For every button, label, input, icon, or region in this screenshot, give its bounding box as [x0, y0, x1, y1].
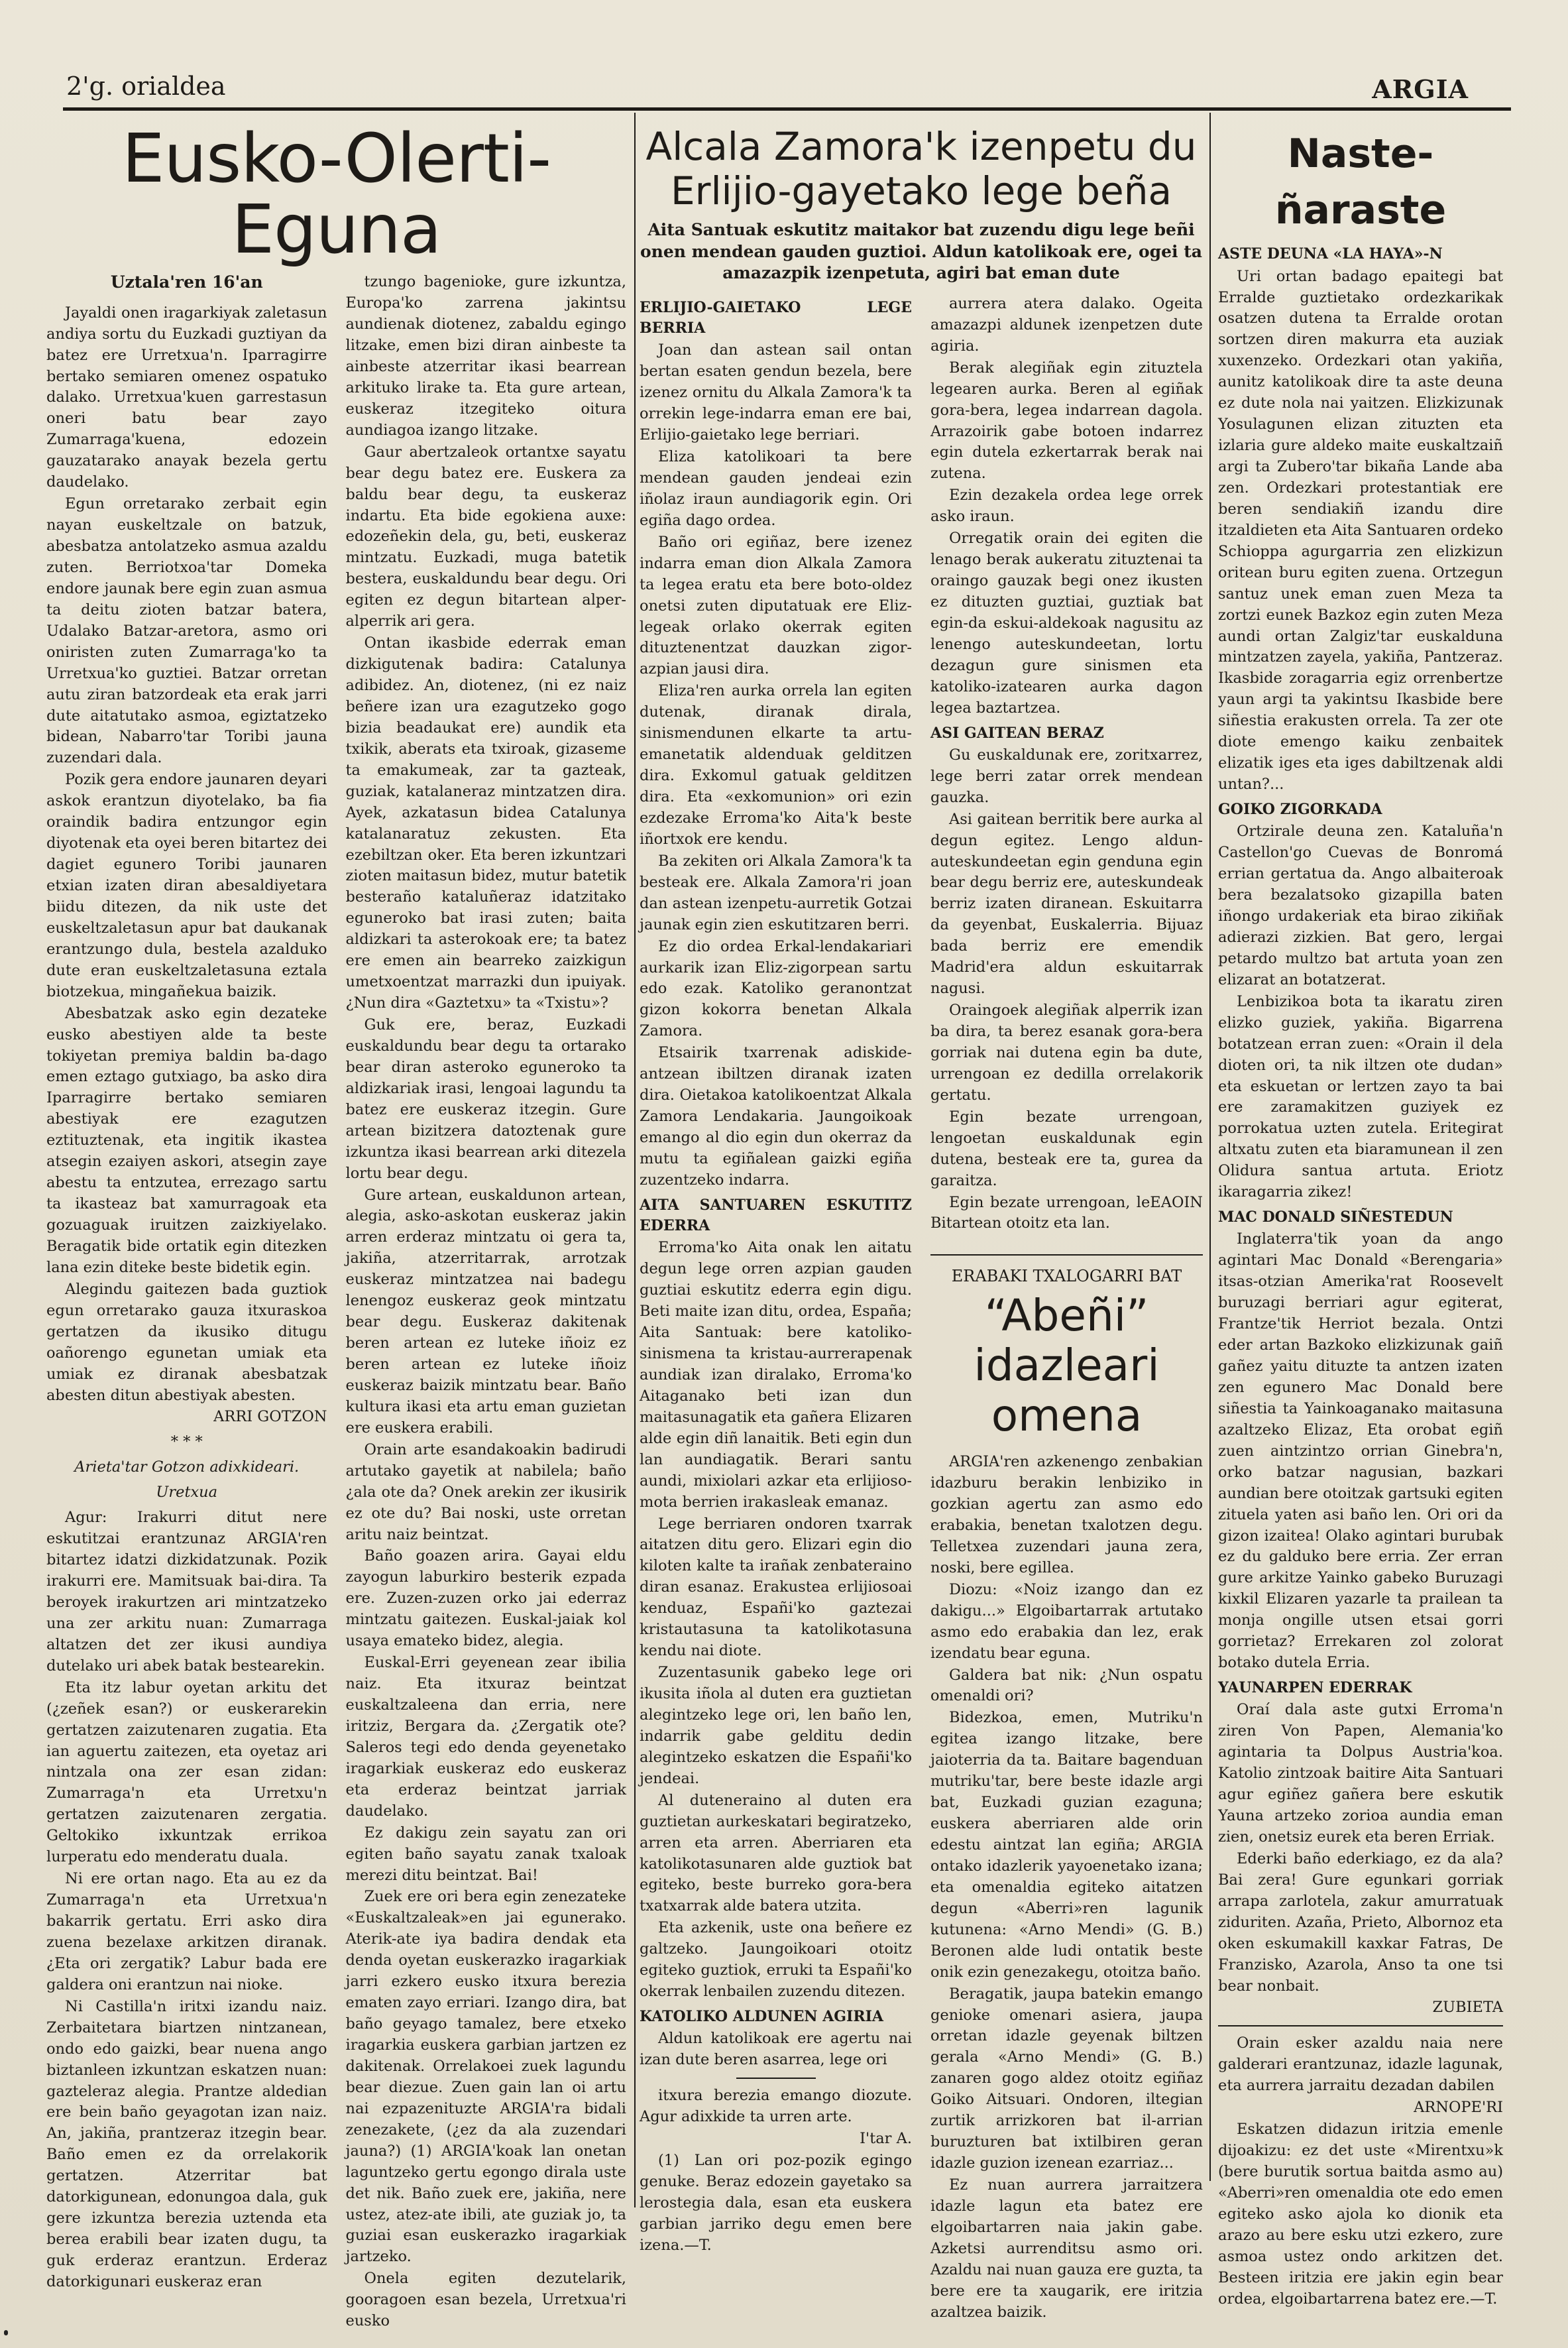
paragraph: Aldun katolikoak ere agertu nai izan dute beren asarrea, lege ori [640, 2030, 912, 2069]
signature: ARRI GOTZON [213, 1408, 327, 1426]
paragraph: Orain arte esandakoakin badirudi artutako gayetik at nabilela; baño ¿ala ote da? Onek arekin zer ikusirik ez ote du? Bai noski, uste orretan aritu naiz beintzat. [345, 1440, 626, 1543]
paragraph: Eta itz labur oyetan arkitu det (¿zeñek esan?) or euskerarekin gertatzen zaizutenaren zugatia. Eta ian aguertu zaitezen, eta oyetaz ari nintzala ona zer esan zidan: Zumarraga'n eta Urretxu'n gertatzen zaizutenaren zergatia. Geltokiko ixkuntzak errikoa lurperatu edo menderatu duala. [46, 1678, 327, 1866]
article-column [640, 294, 912, 2324]
paragraph: Baño goazen arira. Gayai eldu zayogun laburkiro besterik ezpada ere. Zuzen-zuzen orko jai ederraz mintzatu gaitezen. Euskal-jaiak kol usaya emateko bidez, alegia. [345, 1547, 626, 1650]
separator-stars: * * * [170, 1433, 203, 1451]
paragraph: Eskatzen didazun iritzia emenle dijoakizu: ez det uste «Mirentxu»k (bere burutik sortua baitda asmo au) «Aberri»ren omenaldia ote edo emen egiteko asko ajola ko dionik eta arazo au bere esku utzi ezkero, zure asmoa ustez ondo arkitzen det. Besteen iritzia ere jakin egin bear ordea, elgoibartarrena batez ere.—T. [1218, 2121, 1503, 2308]
divider [1218, 2025, 1503, 2026]
paragraph: Erroma'ko Aita onak len aitatu degun lege orren azpian gauden guztiai eskutitz ederra egin digu. Beti maite izan ditu, ordea, España; Aita Santuak: bere katoliko-sinismena ta kristau-aurrerapenak aundiak izan diralako, Erroma'ko Aitaganako beti izan dun maitasunagatik eta gañera Elizaren alde egin diñ lanaitik. Beti egin dun lan aundiagatik. Berari santu aundi, mixiolari azkar eta erlijioso-mota berrien irakasleak emanaz. [640, 1239, 912, 1511]
page-number-label: 2'g. orialdea [66, 72, 226, 101]
paragraph: Gure artean, euskaldunon artean, alegia, asko-askotan euskeraz jakin arren erderaz mintzatu oi gera ta, jakiña, atzerritarrak, arrotzak euskeraz mintzatzea nai badegu lenengoz euskeraz geok mintzatu bear degu. Euskeraz dakitenak beren artean ez luteke iñoiz ez beren artean ez luteke iñoiz euskeraz baizik mintzatu bear. Baño kultura ikasi eta artu eman guzietan ere euskera erabili. [345, 1186, 626, 1437]
subheading: ASTE DEUNA «LA HAYA»-N [1218, 245, 1443, 263]
divider [736, 2078, 816, 2079]
paragraph: Baño ori egiñaz, bere izenez indarra eman dion Alkala Zamora ta legea eratu eta bere boto-oldez onetsi zuten diputatuak ere Eliz-legeak orlako okerrak egiten dituztenentzat dauzkan zigor-azpian jausi dira. [640, 533, 912, 678]
article-dateline: Uztala'ren 16'an [110, 272, 263, 292]
paragraph: itxura berezia emango diozute. Agur adixkide ta urren arte. [640, 2087, 912, 2126]
header-rule [63, 107, 1511, 111]
subheading: KATOLIKO ALDUNEN AGIRIA [640, 2008, 883, 2026]
article-title: Alcala Zamora'k izenpetu du Erlijio-gayetako lege beña [645, 124, 1197, 213]
section-title: “Abeñi” idazleari omena [974, 1289, 1160, 1442]
footnote: (1) Lan ori poz-pozik egingo genuke. Beraz edozein gayetako sa lerostegia dala, esan eta euskera garbian jarriko degu emen bere izena.—T. [640, 2151, 912, 2254]
paragraph: Egin bezate urrengoan, lengoetan euskaldunak egin dutena, besteak ere ta, gurea da garaitza. [930, 1108, 1203, 1189]
article-title: Naste-ñaraste [1274, 131, 1447, 234]
paragraph: Diozu: «Noiz izango dan ez dakigu...» Elgoibartarrak artutako asmo edo erabakia dan lez, erak izendatu bear eguna. [930, 1580, 1203, 1662]
paragraph: Bidezkoa, emen, Mutriku'n egitea izango litzake, bere jaioterria da ta. Baitare bagenduan mutriku'tar, bere beste idazle argi bat, Euzkadi guzian ezaguna; euskera aberriaren alde orin edestu aintzat lan egiña; ARGIA ontako idazlerik yayoenetako izana; eta omenaldia egiteko aitatzen degun «Aberri»ren lagunik kutunena: «Arno Mendi» (G. B.) Beronen alde ludi ontatik beste onik ezin genezakegu, otoitza baño. [930, 1709, 1203, 1981]
paragraph: Guk ere, beraz, Euzkadi euskaldundu bear degu ta ortarako bear diran asteroko eguneroko ta aldizkariak irasi, lengoai lagundu ta batez ere euskeraz itzegin. Gure artean bizitzera datoztenak gure izkuntza ikasi bearrean arki ditezela lortu bear degu. [345, 1016, 626, 1182]
paragraph: Zuek ere ori bera egin zenezateke «Euskaltzaleak»en jai egunerako. Aterik-ate iya badira dendak eta denda oyetan euskerazko iragarkiak jarri ezkero eusko itxura berezia ematen zayo erriari. Izango dira, bat baño geyago tamalez, bere etxeko iragarkia euskera garbian jartzen ez dakitenak. Orrelakoei zuek lagundu bear diezue. Zuen gain lan oi artu nai ezpazenituzte ARGIA'ra bidali zenezakete, (¿ez da ala zuzendari jauna?) (1) ARGIA'koak lan onetan laguntzeko gertu egongo dirala uste det nik. Baño zuek ere, jakiña, nere ustez, atez-ate ibili, ate guziak jo, ta guziai esan euskerazko iragarkiak jartzeko. [345, 1888, 626, 2266]
article-eusko-olerti [46, 119, 626, 2330]
subheading: YAUNARPEN EDERRAK [1218, 1679, 1412, 1697]
subheading: MAC DONALD SIÑESTEDUN [1218, 1208, 1453, 1226]
paragraph: Al duteneraino al duten era guztietan aurkeskatari begiratzeko, arren eta arren. Aberriaren eta katolikotasunaren alde guztiok bat egiteko, beste burreko gora-bera txatxarrak alde batera utzita. [640, 1791, 912, 1915]
paragraph: Joan dan astean sail ontan bertan esaten gendun bezela, bere izenez ornitu du Alkala Zamora'k ta orrekin lege-indarra eman ere bai, Erlijio-gaietako lege berriari. [640, 341, 912, 444]
paragraph: Inglaterra'tik yoan da ango agintari Mac Donald «Berengaria» itsas-otzian Amerika'rat Roosevelt buruzagi berriari agur egiterat, Frantze'tik Herriot bezala. Ontzi eder artan Bazkoko elizkizunak gaiñ gañez yaitu dituzte ta antzen izaten zen egunero Mac Donald bere siñestia ta Yainkoaganako maitasuna azaltzeko Elizaz, Eta orobat egiñ zuen aintzintzo orrian Ginebra'n, orko batzar nagusian, bazkari aundian bere otoitzak gartsuki egiten zituela yaten asi baño len. Ori ori da gizon izaitea! Olako agintari burubak ez du galduko bere erria. Zer erran gure arkitze Yainko gabeko Buruzagi kixkil Elizaren yazarle ta prailean ta monja ongille utsen etsai gorri gorrietaz? Errekaren zol zolorat botako dutela Erria. [1218, 1230, 1503, 1672]
paragraph: Berak alegiñak egin zituztela legearen aurka. Beren al egiñak gora-bera, legea indarrean dagola. Arrazoirik gabe botoen indarrez egin dutela ezkertarrak berak nai zutena. [930, 359, 1203, 483]
paragraph: Abesbatzak asko egin dezateke eusko abestiyen alde ta beste tokiyetan premiya baldin ba-dago emen eztago gutxiago, ba asko dira Iparragirre bertako semiaren abestiyak ere ezagutzen eztituztenak, eta ingitik ikastea atsegin ezaiyen askori, atsegin zaye abestu ta entzutea, errezago sartu ta ikasteaz bat xamurragoak eta gozuaguak iruitzen zaizkiyelako. Beragatik bide ortatik egin ditezken lana ezin diteke beste bidetik egin. [46, 1004, 327, 1276]
signature: ZUBIETA [1432, 1999, 1503, 2017]
article-column [46, 272, 327, 2333]
section-tagline: ERABAKI TXALOGARRI BAT [951, 1267, 1182, 1286]
section-divider [930, 1254, 1203, 1256]
masthead: ARGIA [1372, 74, 1469, 104]
paragraph: Ni Castilla'n iritxi izandu naiz. Zerbaitetara biartzen nintzanean, ondo edo gaizki, bear nuena ango biztanleen izkuntzan eskatzen nuan: gazteleraz alegia. Prantze aldedian ere bein baño geyagotan izan naiz. An, jakiña, prantzeraz itzegin bear. Baño emen ez da orrelakorik gertatzen. Atzerritar bat datorkigunean, edonungoa dala, guk gere izkuntza berezia uztenda eta berea erabili bear izaten dugu, ta guk erderaz erantzun. Erderaz datorkigunari euskeraz eran [46, 1997, 327, 2290]
article-lead: Aita Santuak eskutitz maitakor bat zuzendu digu lege beñi onen mendean gauden guztioi. Aldun katolikoak ere, ogei ta amazazpik izenpetuta, agiri bat eman dute [640, 220, 1203, 283]
paragraph: Ederki baño ederkiago, ez da ala? Bai zera! Gure egunkari gorriak arrapa zarlotela, zakur amurratuak ziduriten. Azaña, Prieto, Albornoz eta oken eskumakill kaxkar Fatras, De Franzisko, Azarola, Anso ta one tsi bear nonbait. [1218, 1849, 1503, 1995]
paragraph: Oraingoek alegiñak alperrik izan ba dira, ta berez esanak gora-bera gorriak nai dutena egin ba dute, urrengoan ez dedilla orrelakorik gertatu. [930, 1002, 1203, 1104]
subheading: GOIKO ZIGORKADA [1218, 801, 1382, 819]
paragraph: Lenbizikoa bota ta ikaratu ziren elizko guziek, yakiña. Bigarrena botatzean erran zuen: «Orain il dela dioten ori, ta nik iltzen ote dudan» eta eskuetan or lertzen zayo ta bai ere zaramakitzen guziyek ez porrokatua uzten zutela. Eritegirat altxatu zuten eta biaramunean il zen Olidura santua artuta. Eriotz ikaragarria zikez! [1218, 992, 1503, 1201]
paragraph: Eliza'ren aurka orrela lan egiten dutenak, diranak dirala, sinismendunen elkarte ta artu-emanetatik aldenduak gelditzen dira. Exkomul gatuak gelditzen dira. Eta «exkomunion» ori ezin ezdezake Erroma'ko Aita'k beste iñortxok ere kendu. [640, 682, 912, 848]
signature: ARNOPE'RI [1414, 2099, 1503, 2117]
paragraph: Ezin dezakela ordea lege orrek asko iraun. [930, 487, 1203, 526]
paragraph: Jayaldi onen iragarkiyak zaletasun andiya sortu du Euzkadi guztiyan da batez ere Urretxua'n. Iparragirre bertako semiaren omenez ospatuko dalako. Urretxua'kuen garrestasun oneri batu bear zayo Zumarraga'kuena, edozein gauzatarako anayak bezela gertu daudelako. [46, 304, 327, 491]
paragraph: Agur: Irakurri ditut nere eskutitzai erantzunaz ARGIA'ren bitartez idatzi dizkidatzunak. Pozik irakurri ere. Mamitsuak bai-dira. Ta beroyek irakurtzen ari mintzatzeko una zer arkitu nuan: Zumarraga altatzen det zer ikusi aundiya dutelako uri abek batak bestearekin. [46, 1509, 327, 1674]
paragraph: Orregatik orain dei egiten die lenago berak aukeratu zituztenai ta oraingo gauzak begi onez ikusten ez dituzten guztiai, guztiak bat egin-da eskui-aldekoak nagusitu az lenengo auteskundeetan, lortu dezagun gure sinismen eta katoliko-izatearen aurka dagon legea baztartzea. [930, 530, 1203, 717]
paragraph: Eta azkenik, uste ona beñere ez galtzeko. Jaungoikoari otoitz egiteko guztiok, erruki ta Españi'ko okerrak lenbailen zuzendu ditezen. [640, 1919, 912, 2001]
paragraph: Gu euskaldunak ere, zoritxarrez, lege berri zatar orrek mendean gauzka. [930, 746, 1203, 806]
paragraph: Ez dio ordea Erkal-lendakariari aurkarik izan Eliz-zigorpean sartu edo ezak. Katoliko geranontzat gizon kokorra benetan Alkala Zamora. [640, 937, 912, 1040]
signature: I'tar A. [860, 2130, 912, 2148]
paragraph: Oraí dala aste gutxi Erroma'n ziren Von Papen, Alemania'ko agintaria ta Dolpus Austria'koa. Katolio zintzoak baitire Aita Santuari agur egiñez gañera bere eskutik Yauna artzeko zorioa aundia eman zien, onetsiz eurek eta beren Erriak. [1218, 1701, 1503, 1846]
paragraph: Ortzirale deuna zen. Kataluña'n Castellon'go Cuevas de Bonromá errian gertatua da. Ango albaiteroak bera bezalatsoko gizapilla baten iñongo urdakeriak eta birao zikiñak adierazi zizkien. Bat gero, lergai petardo multzo bat artuta yoan zen elizarat an botatzerat. [1218, 823, 1503, 988]
paragraph: Egin bezate urrengoan, leEAOIN Bitartean otoitz eta lan. [930, 1193, 1203, 1232]
column-divider [1209, 113, 1211, 2181]
paragraph: Euskal-Erri geyenean zear ibilia naiz. Eta itxuraz beintzat euskaltzaleena dan erria, nere iritziz, Bergara da. ¿Zergatik ote? Saleros tegi edo denda geyenetako iragarkiak euskeraz edo euskeraz eta erderaz beintzat jarriak daudelako. [345, 1654, 626, 1820]
paragraph: Eliza katolikoari ta bere mendean gauden jendeai ezin iñolaz iraun aundiagorik egin. Ori egiña dago ordea. [640, 448, 912, 529]
column-divider [634, 113, 636, 2207]
paragraph: aurrera atera dalako. Ogeita amazazpi aldunek izenpetzen dute agiria. [930, 294, 1203, 355]
paragraph: tzungo bagenioke, gure izkuntza, Europa'ko zarrena jakintsu aundienak diotenez, zabaldu egingo litzake, emen bizi diran ainbeste ta ainbeste atzerritar ikasi bearrean arkituko lirake ta. Eta gure artean, euskeraz itzegiteko oitura aundiagoa izango litzake. [345, 273, 626, 439]
paragraph: Egun orretarako zerbait egin nayan euskeltzale on batzuk, abesbatza antolatzeko asmua azaldu zuten. Berriotxoa'tar Domeka endore jaunak bere egin zuan asmua ta deitu zioten batzar batera, Udalako Batzar-aretora, asmo ori oniristen zuten Zumarraga'ko ta Urretxua'ko guztiei. Batzar orretan autu ziran batzordeak eta erak jarri dute aitatutako asmoa, egiztatzeko bidean, Nabarro'tar Toribi jauna zuzendari dala. [46, 495, 327, 767]
paragraph: Beragatik, jaupa batekin emango genioke omenari asiera, jaupa orretan idazle geyenak biltzen gerala «Arno Mendi» (G. B.) zanaren gogo aldez otoitz egiñaz Goiko Aitsuari. Ondoren, iltegian zurtik arrizkoren bat il-arrian buruzturen bat ixtilbiren geran idazle guzion izenean ezarriaz... [930, 1985, 1203, 2172]
paragraph: Asi gaitean berritik bere aurka al degun egitez. Lengo aldun-auteskundeetan egin genduna egin bear degu berriz ere, auteskundeak berriz izaten diranean. Eskuitarra da geyenbat, Euskalerria. Bijuaz bada berriz ere emendik Madrid'era aldun eskuitarrak nagusi. [930, 810, 1203, 998]
punch-hole-mark [4, 2330, 8, 2335]
subheading: ASI GAITEAN BERAZ [930, 724, 1104, 742]
paragraph: Onela egiten dezutelarik, gooragoen esan bezela, Urretxua'ri eusko [345, 2270, 626, 2330]
paragraph: Ez dakigu zein sayatu zan ori egiten baño sayatu zanak txaloak merezi ditu beintzat. Bai! [345, 1824, 626, 1884]
paragraph: Etsairik txarrenak adiskide-antzean ibiltzen diranak izaten dira. Oietakoa katolikoentzat Alkala Zamora Lendakaria. Jaungoikoak emango al dio egin dun okerraz da mutu ta egiñalean gaizki egiña zuzentzeko indarra. [640, 1044, 912, 1189]
paragraph: ARGIA'ren azkenengo zenbakian idazburu berakin lenbiziko in gozkian agertu zan asmo edo erabakia, benetan txalotzen degu. Telletxea zuzendari jauna zera, noski, bere egillea. [930, 1453, 1203, 1576]
article-column [346, 272, 627, 2333]
paragraph: Gaur abertzaleok ortantxe sayatu bear degu batez ere. Euskera za baldu bear degu, ta euskeraz indartu. Eta bide egokiena auxe: edozeñekin dela, gu, beti, euskeraz mintzatu. Euzkadi, muga batetik bestera, euskaldundu bear degu. Ori egiten ez degun bitartean alper-alperrik ari gera. [345, 443, 626, 630]
paragraph: Orain esker azaldu naia nere galderari erantzunaz, idazle lagunak, eta aurrera jarraitu dezadan dabilen [1218, 2034, 1503, 2095]
paragraph: Alegindu gaitezen bada guztiok egun orretarako gauza itxuraskoa gertatzen da ikusiko ditugu oañorengo egunetan umiak eta umiak ez diranak abesbatzak abesten ditun abestiyak abesten. [46, 1280, 327, 1404]
letter-heading: Arieta'tar Gotzon adixkideari. [74, 1458, 300, 1476]
subheading: AITA SANTUAREN ESKUTITZ EDERRA [640, 1196, 912, 1235]
paragraph: Zuzentasunik gabeko lege ori ikusita iñola al duten era guztietan alegintzeko lege ori, len baño len, indarrik gabe gelditu dedin alegintzeko eskatzen die Españi'ko jendeai. [640, 1664, 912, 1787]
paragraph: Ba zekiten ori Alkala Zamora'k ta besteak ere. Alkala Zamora'ri joan dan astean izenpetu-aurretik Gotzai jaunak egin zien eskutitzaren berri. [640, 852, 912, 933]
paragraph: Lege berriaren ondoren txarrak aitatzen ditu gero. Elizari egin dio kiloten kalte ta irañak zenbateraino diran esanaz. Erakustea erlijiosoai kenduaz, Españi'ko gaztezai kristautasuna ta katolikotasuna kendu nai diote. [640, 1515, 912, 1660]
article-column [930, 294, 1203, 2324]
paragraph: Ni ere ortan nago. Eta au ez da Zumarraga'n eta Urretxua'n bakarrik gertatu. Erri asko dira zuena bezelaxe arkitzen diranak. ¿Eta ori zergatik? Labur bada ere galdera oni erantzun nai nioke. [46, 1870, 327, 1993]
article-naste-naraste [1218, 119, 1503, 2308]
article-title: Eusko-Olerti-Eguna [121, 119, 551, 270]
paragraph: Galdera bat nik: ¿Nun ospatu omenaldi ori? [930, 1666, 1203, 1705]
paragraph: Ez nuan aurrera jarraitzera idazle lagun eta batez ere elgoibartarren naia jakin gabe. Azketsi aurrenditsu asmo ori. Azaldu nai nuan gauza ere guzta, ta bere ere ta xaugarik, ere iritzia azaltzea baizik. [930, 2176, 1203, 2321]
paragraph: Pozik gera endore jaunaren deyari askok erantzun diyotelako, ba fia oraindik badira entzungor egin diyotenak eta oyei beren bitartez dei dagiet egunero Toribi jaunaren etxian izaten diran abesaldiyetara biidu ditezen, da nik uste det euskeltzaletasun apur bat daukanak erantzungo dula, bestela azalduko dute eran euskeltzaletasuna eztala biotzekua, mingañekua baizik. [46, 771, 327, 1000]
letter-place: Uretxua [156, 1484, 218, 1501]
article-alcala-zamora [640, 119, 1203, 2321]
subheading: ERLIJIO-GAIETAKO LEGE BERRIA [640, 298, 912, 337]
paragraph: Uri ortan badago epaitegi bat Erralde guztietako ordezkarikak osatzen dutena ta Erralde orotan sortzen diren makurra eta auziak xuxenzeko. Ordezkari otan yakiña, aunitz katolikoak dire ta aste deuna ez dute nola nai yaitzen. Elizkizunak Yosulagunen elizan zituzten eta izlaria gure aldeko maite euskaltzaiñ argi ta Zubero'tar bikaña Lande aba zen. Ordezkari protestantiak ere beren sendiakiñ izandu dire itzaldieten eta Aita Santuaren ordeko Schioppa agurgarria zen elizkizun oritean buru egiten zuena. Ortzegun santuz unek eman zuen Meza ta zortzi eunek Bazkoz egin zuten Meza aundi ortan Zalgiz'tar euskalduna mintzatzen zayela, yakiña, Pantzeraz. Ikasbide zoragarria egiz orrenbertze yaun argi ta yakintsu Ikasbide bere siñestia erakusten orrela. Ta zer ote diote emengo kaiku zenbaitek elizatik iges eta iges dabiltzenak aldi untan?... [1218, 267, 1503, 793]
paragraph: Ontan ikasbide ederrak eman dizkigutenak badira: Catalunya adibidez. An, diotenez, (ni ez naiz beñere izan ura ezagutzeko gogo bizia beadaukat ere) aundik eta txikik, aberats eta txiroak, gizaseme ta emakumeak, zar ta gazteak, guziak, katalaneraz mintzatzen dira. Ayek, azkatasun bidea Catalunya katalanaratuz zekusten. Eta ezebiltzan oker. Eta beren izkuntzari zioten maitasun bidez, mutur batetik besteraño kataluñeraz idatzitako eguneroko bat irasi zuten; baita aldizkari ta asterokoak ere; ta batez ere emen ain bearreko zaizkigun umetxoentzat marrazki dun ipuiyak. ¿Nun dira «Gaztetxu» ta «Txistu»? [345, 634, 626, 1012]
